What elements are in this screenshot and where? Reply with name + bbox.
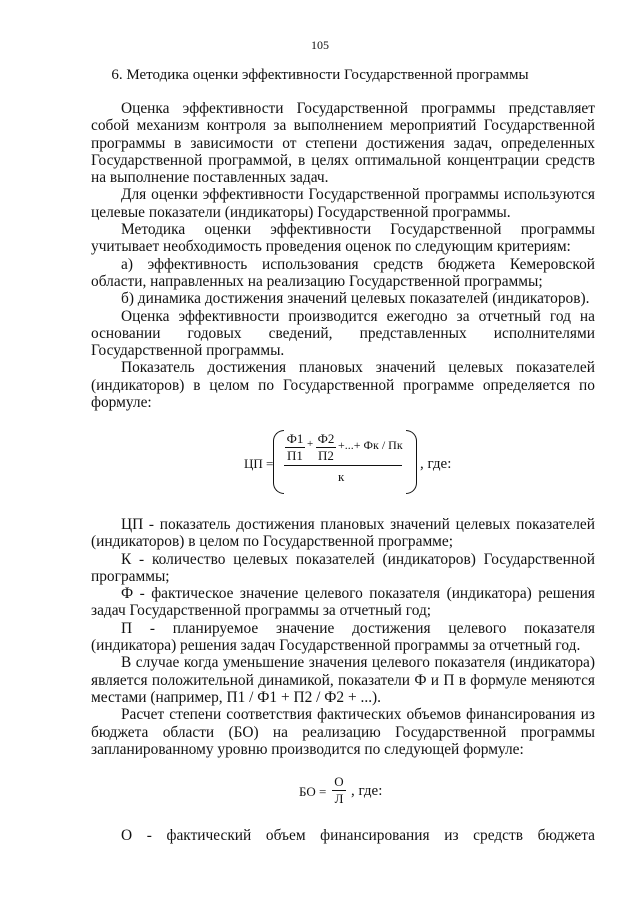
paragraph: а) эффективность использования средств бюджета Кемеровской области, направленных на реализацию Государственной программы; (91, 255, 595, 290)
paragraph: К - количество целевых показателей (индикаторов) Государственной программы; (91, 550, 595, 585)
paragraph: Показатель достижения плановых значений целевых показателей (индикаторов) в целом по Государственной программе определяется по формуле: (91, 359, 595, 412)
numerator: Ф2 (317, 431, 335, 446)
paragraph: ЦП - показатель достижения плановых значений целевых показателей (индикаторов) в целом по Государственной программе; (91, 516, 595, 551)
main-fraction-bar (284, 465, 402, 466)
paragraph: Ф - фактическое значение целевого показателя (индикатора) решения задач Государственной программы за отчетный год; (91, 585, 595, 620)
formula-bo (299, 775, 399, 809)
formula-lhs: ЦП = (244, 456, 274, 471)
denominator: П2 (318, 448, 334, 463)
paragraph: В случае когда уменьшение значения целевого показателя (индикатора) является положительной динамикой, показатели Ф и П в формуле меняются местами (например, П1 / Ф1 + П2 / Ф2 + ...). (91, 654, 595, 706)
formula-rest: +...+ Фк / Пк (338, 438, 403, 452)
paragraph: Методика оценки эффективности Государственной программы учитывает необходимость проведения оценок по следующим критериям: (91, 221, 595, 256)
fraction-o-l (332, 775, 346, 806)
right-bracket (406, 430, 417, 494)
paragraph: Расчет степени соответствия фактических объемов финансирования из бюджета области (БО) на реализацию Государственной программы запланированному уровню производится по следующей формуле: (91, 706, 595, 758)
paragraph: П - планируемое значение достижения целевого показателя (индикатора) решения задач Государственной программы за отчетный год. (91, 619, 595, 655)
fraction-f2-p2 (316, 432, 336, 463)
section-heading: 6. Методика оценки эффективности Государственной программы (111, 67, 529, 83)
paragraph-partial: О - фактический объем финансирования из средств бюджета (121, 827, 595, 844)
left-bracket (273, 430, 284, 494)
plus-sign: + (307, 438, 314, 450)
denominator: П1 (287, 448, 303, 463)
numerator: Ф1 (286, 431, 304, 446)
paragraph: б) динамика достижения значений целевых показателей (индикаторов). (121, 290, 590, 308)
text-block-middle (91, 516, 595, 758)
formula-cp (244, 430, 464, 498)
paragraph: Оценка эффективности Государственной программы представляет собой механизм контроля за выполнением мероприятий Государственной программы в зависимости от степени достижения задач, определенных Государственной программой, в целях оптимальной концентрации средств на выполнение поставленных задач. (91, 100, 595, 187)
formula-denominator: к (338, 469, 345, 484)
paragraph: Для оценки эффективности Государственной программы используются целевые показатели (индикаторы) Государственной программы. (91, 186, 595, 221)
page-number: 105 (311, 38, 329, 52)
denominator: Л (334, 791, 344, 806)
fraction-f1-p1 (285, 432, 305, 463)
formula-where: , где: (420, 456, 452, 472)
paragraph: Оценка эффективности производится ежегодно за отчетный год на основании годовых сведений, представленных исполнителями Государственной программы. (91, 307, 595, 360)
formula-where: , где: (351, 783, 383, 799)
text-block-top (91, 100, 595, 411)
formula-lhs: БО = (299, 784, 327, 799)
numerator: О (334, 774, 344, 789)
